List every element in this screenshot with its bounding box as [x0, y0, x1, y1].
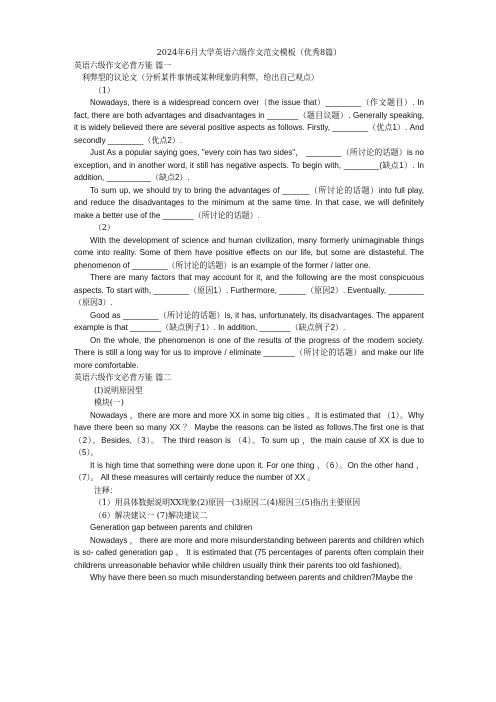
note-line-2: （6）解决建议一 (7)解决建议二	[94, 510, 208, 520]
paragraph-3: To sum up, we should try to bring the advantages of ______（所讨论的话题）into full play, and reduce the disadvantages to the minimum at the same time. In that case, we will definitely make a better use of the _______（所讨论的话题）.	[74, 185, 424, 220]
section1-subheading: 利弊型的议论文（分析某件事情或某种现象的利弊，给出自己观点）	[82, 73, 319, 82]
section2-heading: 英语六级作文必背万能 篇二	[74, 373, 172, 382]
paragraph-11: Nowadays ， there are more and more misunderstanding between parents and children which is so- called generation gap 。 It is estimated that (75 percentages of parents often complain their childrens unreasonable behavior while children usually think their parents too old fashioned)。	[74, 535, 424, 570]
notes-label: 注释：	[94, 485, 118, 495]
note-line-1: （1）用具体数据说明XX现象(2)原因一(3)原因二(4)原因三(5)指出主要原因	[94, 498, 361, 507]
paragraph-2: Just As a popular saying goes, "every coin has two sides"， ________（所讨论的话题）is no exception, and in another word, it still has negative aspects. To begin with, ________(缺点1）. In addition, __________（缺点2）.	[74, 148, 424, 182]
paragraph-7: On the whole, the phenomenon is one of the results of the progress of the modern society. There is still a long way for us to improve / eliminate _______（所讨论的话题）and make our life more comfortable.	[74, 335, 424, 370]
paragraph-6: Good as ________（所讨论的话题）is, it has, unfortunately, its disadvantages. The apparent example is that _______（缺点例子1）. In addition, _______（缺点例子2）.	[74, 310, 424, 332]
paragraph-4: With the development of science and human civilization, many formerly unimaginable things come into reality. Some of them have positive effects on our life, but some are distasteful. The phenomenon of ________（所讨论的话题）is an example of the former / latter one.	[74, 235, 424, 270]
paragraph-8: Nowadays ，there are more and more XX in some big cities 。It is estimated that （1）。Why have there been so many XX ？ Maybe the reasons can be listed as follows.The first one is that （2）。Besides,（3）。 The third reason is （4）。To sum up ，the main cause of XX is due to （5）。	[74, 410, 424, 457]
section1-heading: 英语六级作文必背万能 篇一	[74, 60, 172, 70]
part1-label: （1）	[94, 85, 115, 95]
document-title: 2024年6月大学英语六级作文范文模板（优秀8篇）	[156, 47, 342, 57]
paragraph-1: Nowadays, there is a widespread concern over（the issue that）________（作文题目）. In fact, there are both advantages and disadvantages in _______（题目议题）. Generally speaking, it is widely believed there are several positive aspects as follows. Firstly, ________（优点1）. And secondly ________（优点2）.	[74, 98, 424, 145]
paragraph-9: It is high time that something were done upon it. For one thing ，（6）。On the other hand ，（7）。 All these measures will certainly reduce the number of XX 。	[74, 460, 424, 482]
paragraph-12: Why have there been so much misunderstanding between parents and children?Maybe the	[90, 573, 413, 582]
paragraph-10: Generation gap between parents and children	[90, 523, 253, 532]
paragraph-5: There are many factors that may account for it, and the following are the most conspicuous aspects. To start with, ________（原因1）. Furthermore, ______（原因2）. Eventually, ________（原因3）.	[74, 273, 424, 307]
part2-label: （2）	[94, 223, 115, 232]
module-label: 模块(一)	[94, 398, 124, 407]
section2-subheading: (I)说明原因型	[94, 385, 143, 395]
